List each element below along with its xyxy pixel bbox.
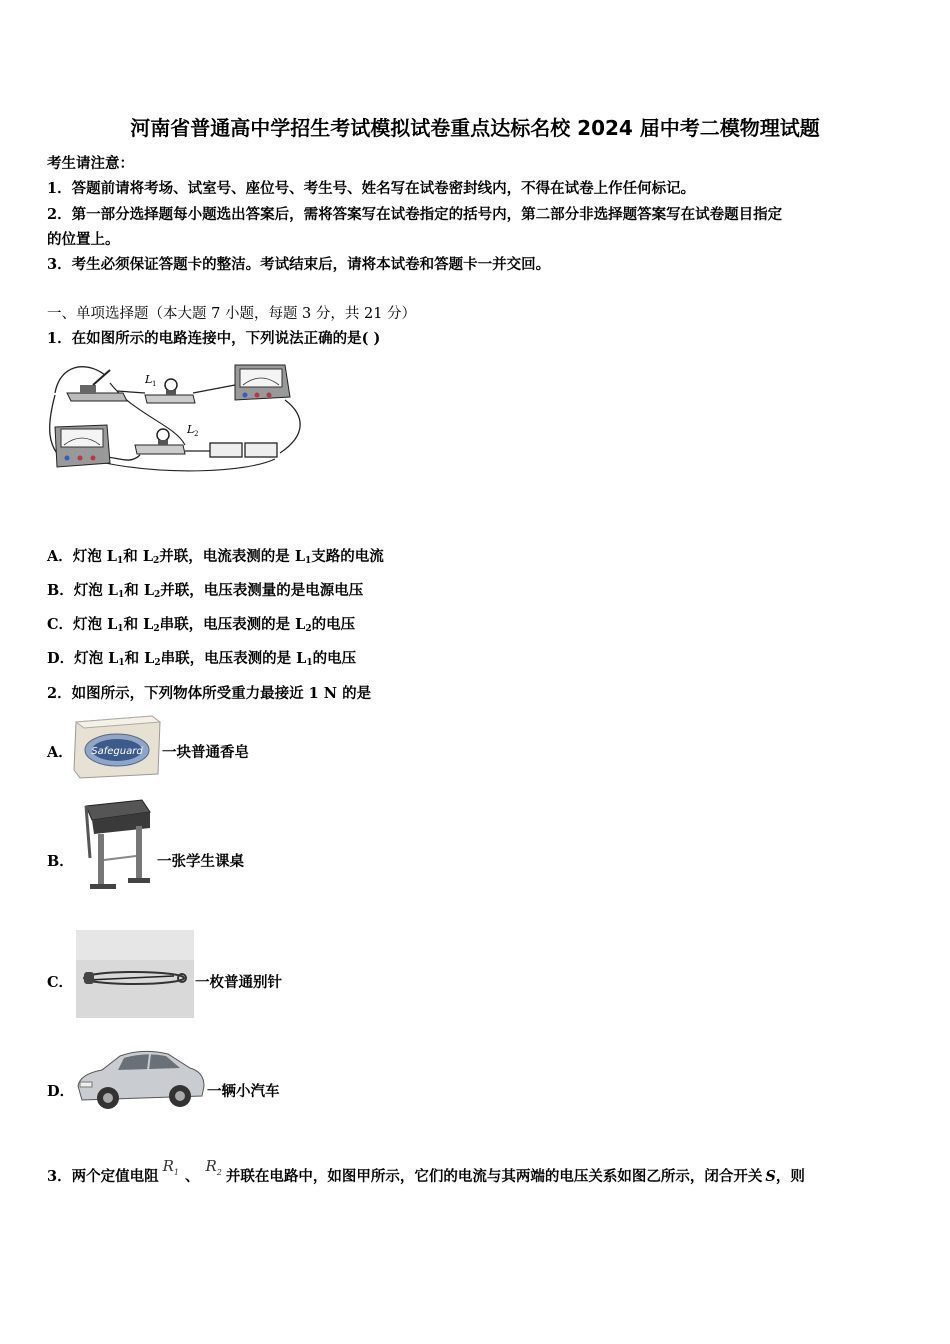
q2-option-a-letter: A． (47, 744, 73, 761)
notice-item-2: 2．第一部分选择题每小题选出答案后，需将答案写在试卷指定的括号内，第二部分非选择题答案写在试卷题目指定 (47, 206, 783, 223)
notice-item-2-cont: 的位置上。 (47, 231, 120, 248)
q2-option-c-letter: C． (47, 974, 74, 991)
notice-heading: 考生请注意： (47, 155, 134, 172)
notice-item-1: 1．答题前请将考场、试室号、座位号、考生号、姓名写在试卷密封线内，不得在试卷上作任何标记。 (47, 180, 696, 197)
q2-option-c-text: 一枚普通别针 (195, 974, 282, 991)
desk-image (78, 798, 154, 898)
circuit-figure (45, 355, 310, 475)
r2-symbol: R (205, 1157, 217, 1175)
q1-option-c: C．灯泡 $L_1$和 $L_2$串联，电压表测的是 $L_2$的电压 (47, 616, 356, 634)
label-l1: L (145, 373, 153, 386)
safety-pin-image (76, 930, 194, 1018)
soap-brand: Safeguard (91, 746, 143, 757)
q1-option-a: A．灯泡 $L_1$和 $L_2$并联，电流表测的是 $L_1$支路的电流 (47, 548, 384, 566)
section-heading: 一、单项选择题（本大题 7 小题，每题 3 分，共 21 分） (47, 306, 417, 322)
label-l2: L (187, 423, 195, 436)
car-image (72, 1040, 208, 1114)
q1-stem: 1．在如图所示的电路连接中，下列说法正确的是( ) (47, 330, 381, 347)
soap-image (72, 714, 162, 780)
q3-stem: 3．两个定值电阻$R_1$ 、$R_2$ 并联在电路中，如图甲所示，它们的电流与其两端的电压关系如图乙所示，闭合开关 S，则 (47, 1157, 805, 1185)
r1-symbol: R (162, 1157, 174, 1175)
svg-text:1: 1 (152, 380, 157, 388)
page-title: 河南省普通高中学招生考试模拟试卷重点达标名校 2024 届中考二模物理试题 (130, 116, 820, 140)
q2-option-b-letter: B． (47, 853, 74, 870)
q2-stem: 2．如图所示，下列物体所受重力最接近 1 N 的是 (47, 685, 372, 702)
svg-text:2: 2 (194, 430, 199, 438)
q1-option-d: D．灯泡 $L_1$和 $L_2$串联，电压表测的是 $L_1$的电压 (47, 650, 357, 668)
notice-item-3: 3．考生必须保证答题卡的整洁。考试结束后，请将本试卷和答题卡一并交回。 (47, 256, 551, 273)
q1-option-b: B．灯泡 $L_1$和 $L_2$并联，电压表测量的是电源电压 (47, 582, 364, 600)
q2-option-d-text: 一辆小汽车 (207, 1083, 280, 1100)
q2-option-d-letter: D． (47, 1083, 75, 1100)
q2-option-a-text: 一块普通香皂 (162, 744, 249, 761)
q2-option-b-text: 一张学生课桌 (157, 853, 244, 870)
